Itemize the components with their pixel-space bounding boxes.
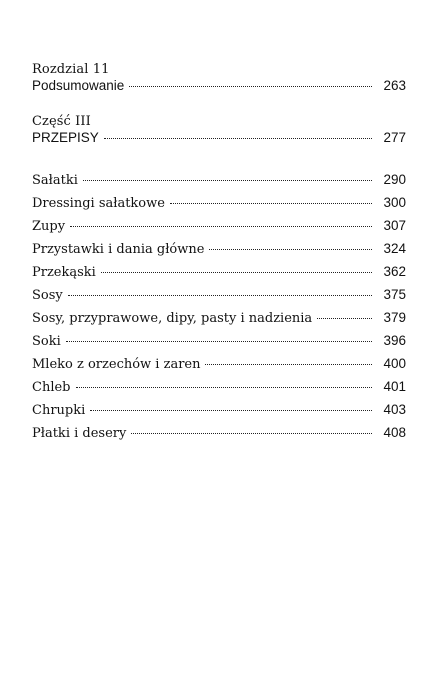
toc-entry-page: 263 <box>383 78 406 93</box>
toc-entry-label: Podsumowanie <box>32 78 125 93</box>
dot-leader <box>101 271 372 273</box>
dot-leader <box>76 386 373 388</box>
dot-leader <box>209 248 372 250</box>
toc-entry <box>32 310 406 333</box>
dot-leader <box>317 317 372 319</box>
dot-leader <box>205 363 372 365</box>
toc-entry-label: Chleb <box>32 380 71 395</box>
toc-entry-page: 375 <box>383 287 406 302</box>
toc-entry <box>32 356 406 379</box>
toc-entry <box>32 425 406 448</box>
toc-entry-page: 362 <box>383 264 406 279</box>
toc-entry <box>32 402 406 425</box>
toc-entry-page: 300 <box>383 195 406 210</box>
toc-entry-label: Płatki i desery <box>32 426 127 441</box>
toc-entry-page: 290 <box>383 172 406 187</box>
toc-entry-page: 401 <box>383 379 406 394</box>
toc-entry-podsumowanie <box>32 78 406 101</box>
dot-leader <box>104 137 372 139</box>
toc-entry <box>32 287 406 310</box>
toc-entry-label: Mleko z orzechów i zaren <box>32 357 201 372</box>
toc-entry <box>32 333 406 356</box>
toc-entry-page: 408 <box>383 425 406 440</box>
toc-entry-page: 400 <box>383 356 406 371</box>
dot-leader <box>129 85 372 87</box>
toc-entry-page: 403 <box>383 402 406 417</box>
toc-entry-page: 307 <box>383 218 406 233</box>
dot-leader <box>68 294 372 296</box>
toc-entry-label: Sałatki <box>32 173 78 188</box>
toc-entry-label: Przystawki i dania główne <box>32 242 205 257</box>
toc-entry-przepisy <box>32 130 406 153</box>
dot-leader <box>66 340 372 342</box>
chapter-heading: Rozdzial 11 <box>32 62 110 77</box>
toc-entry-label: Sosy <box>32 288 63 303</box>
toc-entry-label: Przekąski <box>32 265 96 280</box>
toc-entry-page: 396 <box>383 333 406 348</box>
toc-entry <box>32 172 406 195</box>
dot-leader <box>170 202 372 204</box>
toc-entry <box>32 195 406 218</box>
toc-entry-label: Zupy <box>32 219 66 234</box>
toc-entry-label: Sosy, przyprawowe, dipy, pasty i nadzienia <box>32 311 313 326</box>
toc-entry <box>32 218 406 241</box>
dot-leader <box>90 409 372 411</box>
toc-entry-page: 324 <box>383 241 406 256</box>
part-heading: Część III <box>32 114 91 129</box>
toc-entry <box>32 379 406 402</box>
toc-entry <box>32 264 406 287</box>
toc-entry-label: Soki <box>32 334 61 349</box>
dot-leader <box>131 432 372 434</box>
table-of-contents <box>32 62 406 448</box>
dot-leader <box>83 179 372 181</box>
toc-entry-page: 379 <box>383 310 406 325</box>
toc-entry-page: 277 <box>383 130 406 145</box>
dot-leader <box>70 225 372 227</box>
toc-entry-label: Dressingi sałatkowe <box>32 196 165 211</box>
toc-entry-label: PRZEPISY <box>32 130 99 145</box>
toc-entry <box>32 241 406 264</box>
toc-entry-label: Chrupki <box>32 403 86 418</box>
